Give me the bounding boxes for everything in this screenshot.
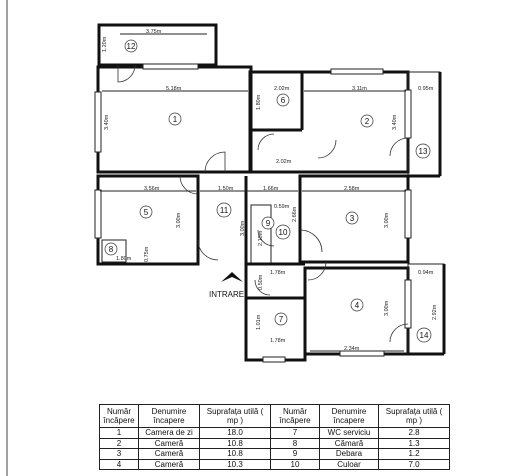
dim-label: 0.50m xyxy=(258,274,264,290)
table-cell: 7 xyxy=(271,428,320,439)
entrance-label: INTRARE xyxy=(209,290,245,299)
room-label-3 xyxy=(346,212,358,224)
room-label-13 xyxy=(416,144,430,158)
dim-label: 2.10m xyxy=(258,230,264,246)
table-cell: Cameră xyxy=(139,459,200,470)
room-area-table xyxy=(99,404,450,470)
table-cell: 1 xyxy=(100,428,139,439)
table-cell: 10.8 xyxy=(200,438,271,449)
dim-label: 0.75m xyxy=(144,246,150,262)
svg-text:9: 9 xyxy=(265,219,271,228)
table-cell: 18.0 xyxy=(200,428,271,439)
dim-label: 5.18m xyxy=(166,86,182,92)
dim-label: 3.40m xyxy=(392,114,398,130)
table-cell: 10.8 xyxy=(200,449,271,460)
dim-label: 3.00m xyxy=(240,220,246,236)
svg-text:5: 5 xyxy=(143,208,149,217)
table-header-cell: Număr încăpere xyxy=(100,405,139,428)
table-cell: Debara xyxy=(320,449,379,460)
table-row xyxy=(100,428,450,439)
svg-text:1: 1 xyxy=(172,115,178,124)
room-label-1 xyxy=(169,113,181,125)
svg-text:8: 8 xyxy=(108,245,114,254)
table-cell: Cămară xyxy=(320,438,379,449)
room-label-5 xyxy=(140,206,152,218)
table-header-cell: Denumire încapere xyxy=(139,405,200,428)
table-cell: Cameră xyxy=(139,438,200,449)
dim-label: 3.75m xyxy=(146,29,162,35)
table-header-row xyxy=(100,405,450,428)
room-label-7 xyxy=(275,313,287,325)
dim-label: 3.00m xyxy=(384,300,390,316)
table-row xyxy=(100,449,450,460)
svg-text:4: 4 xyxy=(354,301,360,310)
dim-label: 3.00m xyxy=(176,212,182,228)
table-cell: 9 xyxy=(271,449,320,460)
table-cell: WC serviciu xyxy=(320,428,379,439)
table-header-cell: Suprafața utilă ( mp ) xyxy=(379,405,450,428)
room-label-8 xyxy=(105,243,117,255)
table-cell: Cameră xyxy=(139,449,200,460)
table-cell: Camera de zi xyxy=(139,428,200,439)
table-row xyxy=(100,459,450,470)
table-cell: 3 xyxy=(100,449,139,460)
table-header-cell: Număr încăpere xyxy=(271,405,320,428)
svg-text:12: 12 xyxy=(126,42,136,51)
dim-label: 0.59m xyxy=(274,204,290,210)
dim-label: 1.20m xyxy=(102,36,108,52)
room-label-9 xyxy=(262,217,274,229)
room-label-12 xyxy=(125,40,137,52)
dim-label: 3.56m xyxy=(144,186,160,192)
table-cell: 10.3 xyxy=(200,459,271,470)
dim-label: 3.00m xyxy=(384,212,390,228)
dim-label: 2.34m xyxy=(344,346,360,352)
room-label-2 xyxy=(361,115,373,127)
svg-text:11: 11 xyxy=(219,206,229,215)
dim-label: 2.02m xyxy=(274,86,290,92)
table-cell: 2.8 xyxy=(379,428,450,439)
doors xyxy=(118,65,408,342)
room-label-11 xyxy=(217,203,231,217)
room-label-6 xyxy=(277,94,289,106)
dimension-labels xyxy=(100,29,438,352)
dim-label: 1.50m xyxy=(218,186,234,192)
dim-label: 1.80m xyxy=(256,94,262,110)
room-label-14 xyxy=(417,328,431,342)
room-label-4 xyxy=(351,299,363,311)
entrance-arrow-icon xyxy=(221,272,243,282)
dim-label: 1.78m xyxy=(270,338,286,344)
table-cell: 4 xyxy=(100,459,139,470)
dim-label: 3.40m xyxy=(104,114,110,130)
table-cell: 7.0 xyxy=(379,459,450,470)
walls xyxy=(98,25,444,360)
dim-label: 2.66m xyxy=(292,206,298,222)
table-cell: 8 xyxy=(271,438,320,449)
svg-text:10: 10 xyxy=(278,228,288,237)
svg-text:3: 3 xyxy=(349,214,355,223)
svg-text:6: 6 xyxy=(280,96,286,105)
dim-label: 0.94m xyxy=(418,270,434,276)
table-cell: 2 xyxy=(100,438,139,449)
room-label-10 xyxy=(276,225,290,239)
table-cell: 10 xyxy=(271,459,320,470)
table-header-cell: Denumire încapere xyxy=(320,405,379,428)
svg-text:14: 14 xyxy=(419,331,429,340)
svg-text:7: 7 xyxy=(278,315,284,324)
dim-label: 0.95m xyxy=(418,86,434,92)
svg-text:2: 2 xyxy=(364,117,370,126)
table-header-cell: Suprafața utilă ( mp ) xyxy=(200,405,271,428)
dim-label: 1.78m xyxy=(270,270,286,276)
dim-label: 3.11m xyxy=(352,86,367,92)
dim-label: 1.01m xyxy=(256,314,262,330)
dim-label: 1.66m xyxy=(263,186,279,192)
table-cell: 1.2 xyxy=(379,449,450,460)
table-row xyxy=(100,438,450,449)
dim-label: 1.80m xyxy=(116,256,132,262)
table-cell: Culoar xyxy=(320,459,379,470)
svg-text:13: 13 xyxy=(418,147,428,156)
table-cell: 1.3 xyxy=(379,438,450,449)
dim-label: 2.02m xyxy=(276,159,292,165)
dim-label: 2.58m xyxy=(344,186,360,192)
dim-label: 2.92m xyxy=(432,304,438,320)
